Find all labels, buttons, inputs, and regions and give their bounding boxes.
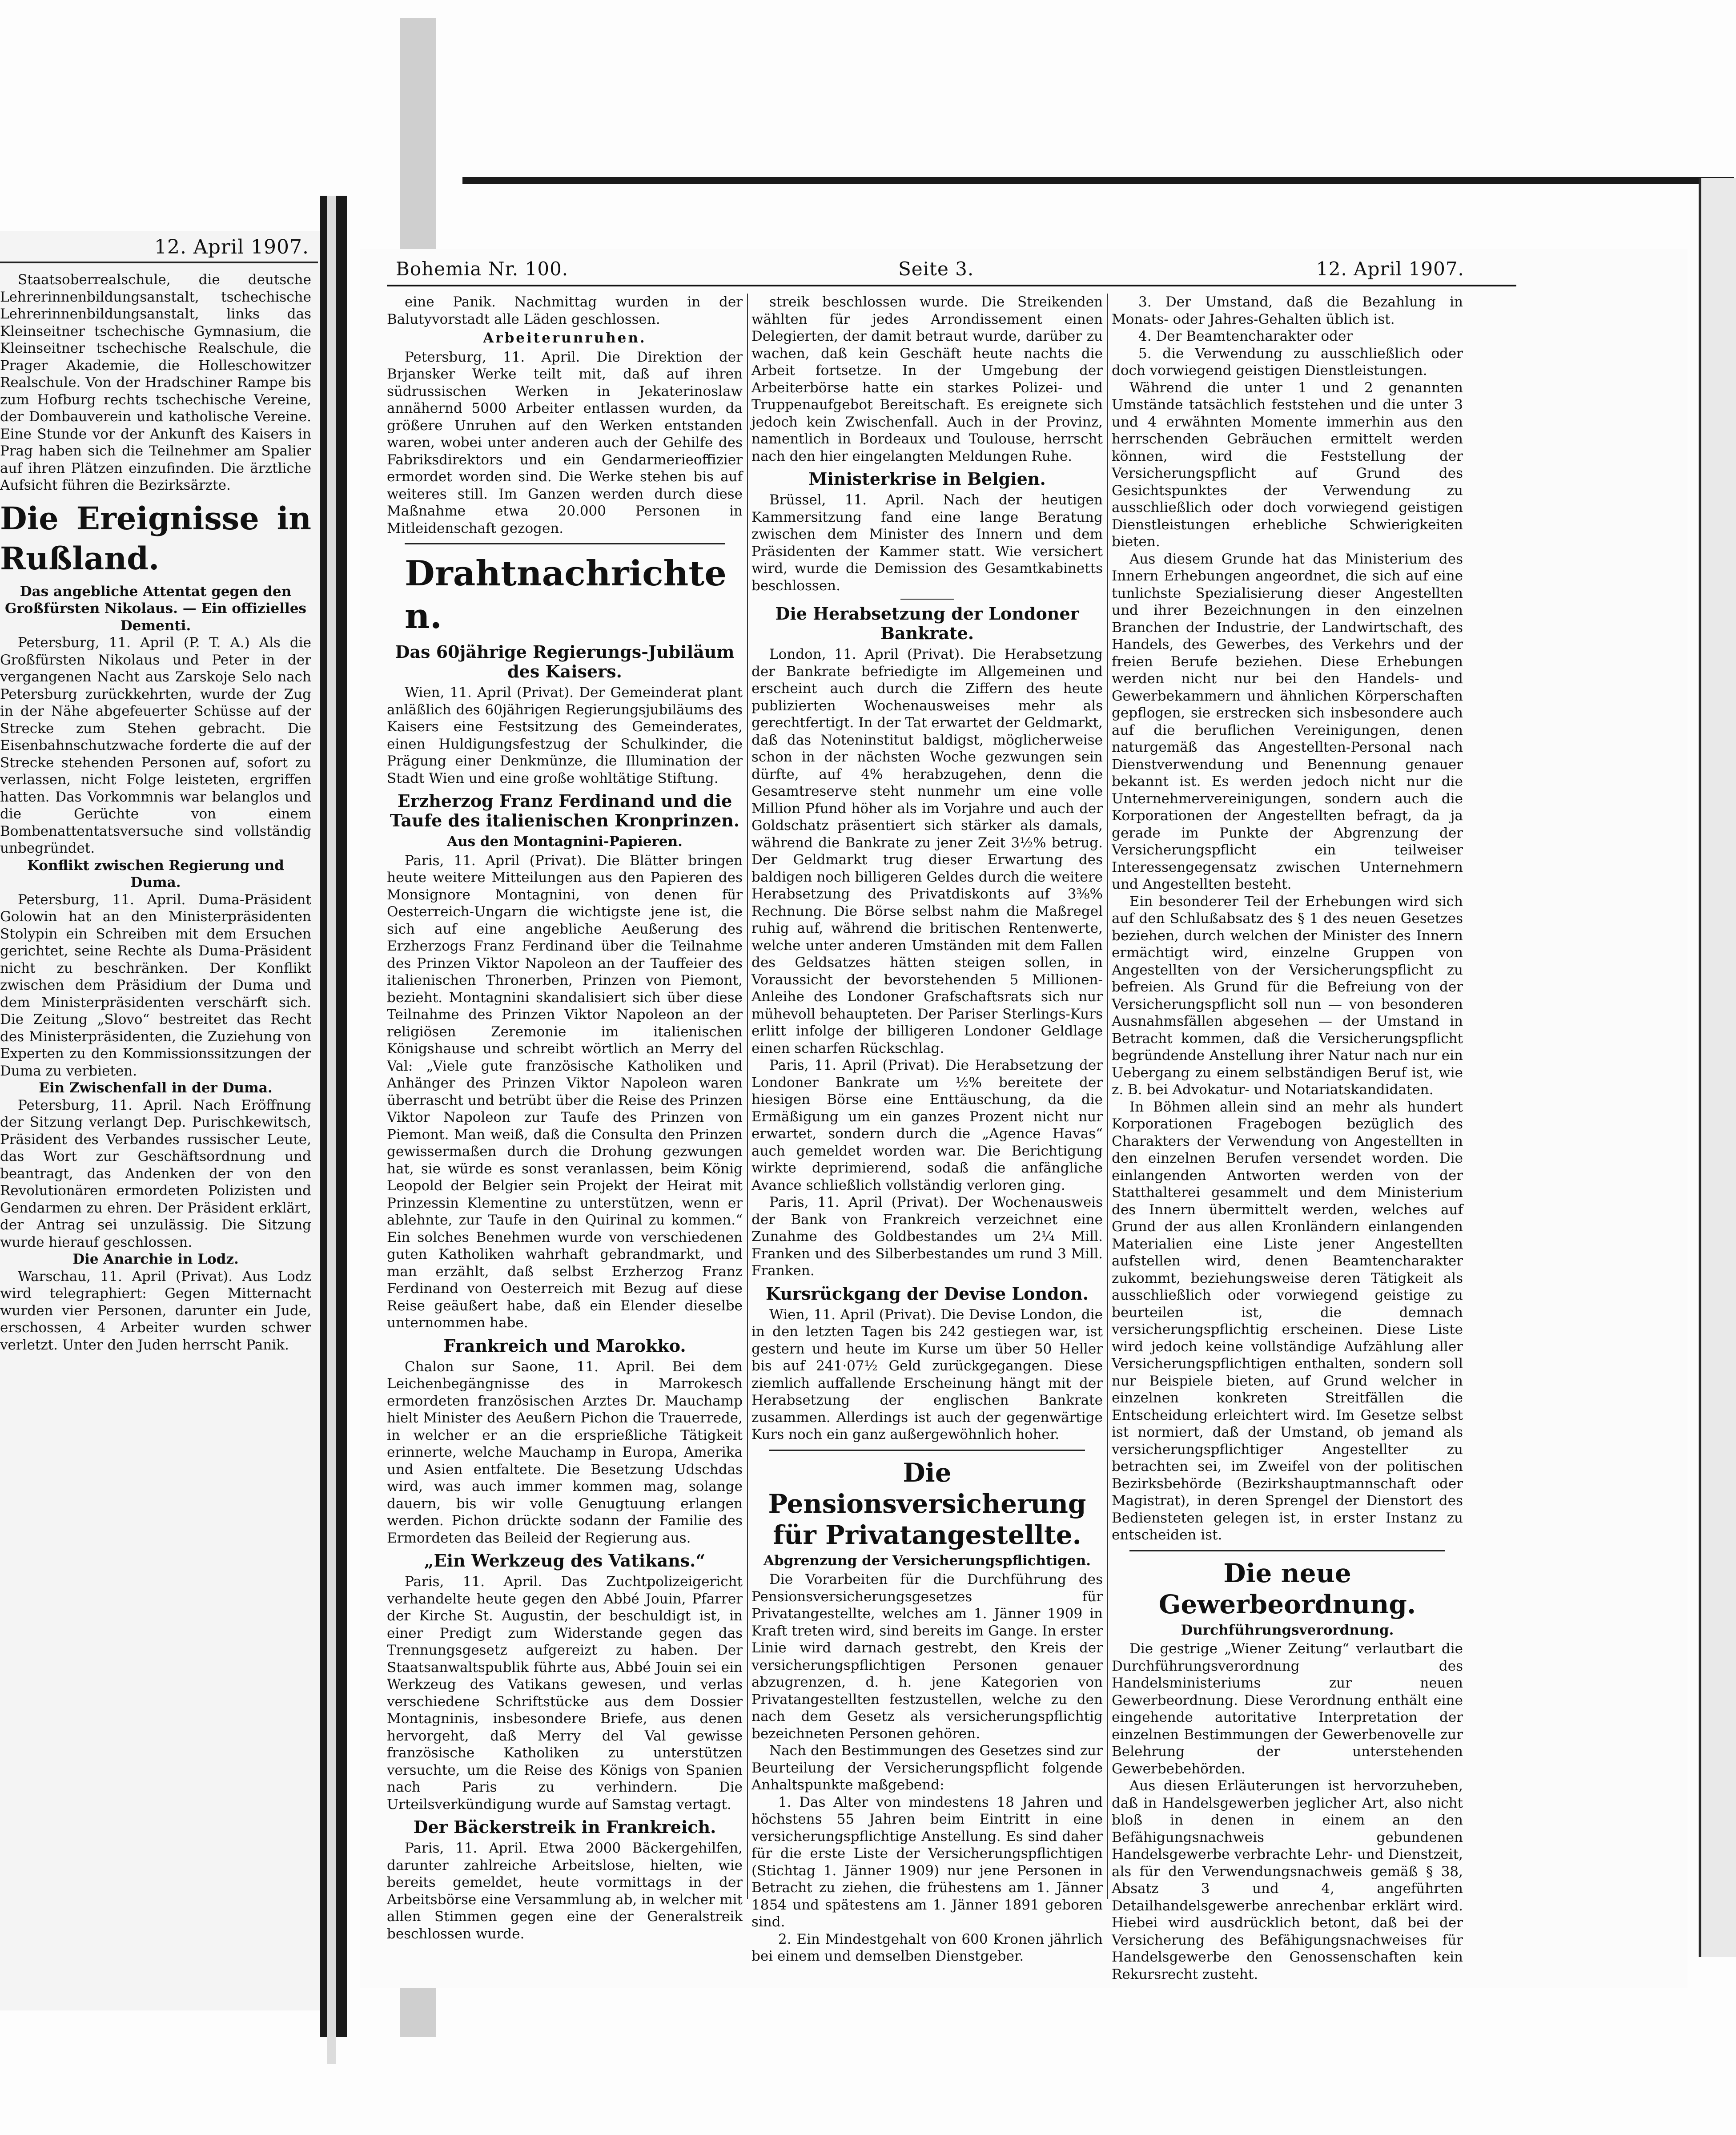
section-heading: Drahtnachrichten. xyxy=(405,553,727,636)
paragraph: Paris, 11. April. Das Zuchtpolizeigericht verhandelte heute gegen den Abbé Jouin, Pfarrer der Kirche St. Augustin, der beschuldigt ist, in einer Predigt zum Widerstande gegen das Trennungsgesetz aufgereizt zu haben. Der Staatsanwaltspublik führte aus, Abbé Jouin sei ein Werkzeug des Vatikans gewesen, und verlas verschiedene Schriftstücke aus dem Dossier Montagninis, insbesondere Briefe, aus denen hervorgeht, daß Merry del Val gewisse französische Katholiken zu unterstützen versuchte, um die Reise des Königs von Spanien nach Paris zu verhindern. Die Urteilsverkündigung wurde auf Samstag vertagt. xyxy=(387,1574,743,1813)
article-heading: Der Bäckerstreik in Frankreich. xyxy=(413,1817,716,1837)
column-3 xyxy=(1112,294,1463,1983)
top-page-edge xyxy=(462,177,1734,184)
paragraph: In Böhmen allein sind an mehr als hundert Korporationen Fragebogen bezüglich des Charakters der Verwendung von Angestellten in den einzelnen Berufen versendet worden. Die einlangenden Antworten werden von der Statthalterei gesammelt und dem Ministerium des Innern übermittelt werden, welches auf Grund der aus allen Kronländern einlangenden Materialien eine Liste jener Angestellten aufstellen wird, denen Beamtencharakter zukommt, beziehungsweise deren Tätigkeit als ausschließlich oder vorwiegend geistige zu beurteilen ist, die demnach versicherungspflichtig erscheinen. Diese Liste wird jedoch keine vollständige Aufzählung aller Versicherungspflichtigen enthalten, sondern soll nur Beispiele bieten, auf Grund welcher in einzelnen konkreten Streitfällen die Entscheidung erleichtert wird. Im Gesetze selbst ist normiert, daß der Umstand, ob jemand als versicherungspflichtiger Angestellter zu betrachten sei, im Zweifel von der politischen Bezirksbehörde (Bezirkshauptmannschaft oder Magistrat), in deren Sprengel der Dienstort des Bediensteten gelegen ist, in erster Instanz zu entscheiden ist. xyxy=(1112,1099,1463,1543)
paragraph: Wien, 11. April (Privat). Der Gemeinderat plant anläßlich des 60jährigen Regierungsjubiläums des Kaisers eine Festsitzung des Gemeinderates, einen Huldigungsfestzug der Schulkinder, die Prägung einer Denkmünze, die Illumination der Stadt Wien und eine große wohltätige Stiftung. xyxy=(387,685,743,786)
paragraph: Staatsoberrealschule, die deutsche Lehrerinnenbildungsanstalt, tschechische Lehrerinnenbildungsanstalt, links das Kleinseitner tschechische Gymnasium, die Kleinseitner tschechische Realschule, die Prager Akademie, die Holleschowitzer Realschule. Von der Hradschiner Rampe bis zum Hofburg rechts tschechische Vereine, der Dombauverein und katholische Vereine. Eine Stunde vor der Ankunft des Kaisers in Prag haben sich die Teilnehmer am Spalier auf ihren Plätzen einzufinden. Die ärztliche Aufsicht führen die Bezirksärzte. xyxy=(0,272,311,493)
section-heading: Die Pensionsversicherung für Privatangestellte. xyxy=(768,1457,1086,1550)
previous-page xyxy=(0,231,327,2010)
paragraph: Paris, 11. April. Etwa 2000 Bäckergehilfen, darunter zahlreiche Arbeitslose, hielten, wie bereits gemeldet, heute vormittags in der Arbeitsbörse eine Versammlung ab, in welcher mit allen Stimmen gegen eine der Generalstreik beschlossen wurde. xyxy=(387,1840,743,1942)
right-page-edge xyxy=(1699,178,1736,1957)
column-2 xyxy=(751,294,1103,1965)
paragraph: streik beschlossen wurde. Die Streikenden wählten für jedes Arrondissement einen Delegierten, der damit betraut wurde, darüber zu wachen, daß kein Geschäft heute nachts die Arbeit fortsetze. In der Umgebung der Arbeiterbörse hatte ein starkes Polizei- und Truppenaufgebot Bereitschaft. Es ereignete sich jedoch kein Zwischenfall. Auch in der Provinz, namentlich in Bordeaux und Toulouse, herrscht nach den hier eingelangten Meldungen Ruhe. xyxy=(751,294,1103,464)
article-heading: Frankreich und Marokko. xyxy=(443,1335,686,1356)
article-heading: Kursrückgang der Devise London. xyxy=(766,1283,1089,1304)
paragraph: Paris, 11. April (Privat). Die Herabsetzung der Londoner Bankrate um ½% bereitete der hiesigen Börse eine Enttäuschung, da die Ermäßigung um ein ganzes Prozent nicht nur erwartet, sondern durch die „Agence Havas“ auch gemeldet worden war. Die Berichtigung wirkte deprimierend, sodaß die anfängliche Avance schließlich vollständig verloren ging. xyxy=(751,1057,1103,1193)
paragraph: Nach den Bestimmungen des Gesetzes sind zur Beurteilung der Versicherungspflicht folgende Anhaltspunkte maßgebend: xyxy=(751,1743,1103,1793)
article-subheading: Ein Zwischenfall in der Duma. xyxy=(39,1080,273,1096)
paragraph: London, 11. April (Privat). Die Herabsetzung der Bankrate befriedigte im Allgemeinen und erscheint auch durch die Ziffern des heute publizierten Wochenausweises mehr als gerechtfertigt. In der Tat erwartet der Geldmarkt, daß das Noteninstitut baldigst, möglicherweise schon in der nächsten Woche gezwungen sein dürfte, auf 4% herabzugehen, denn die Gesamtreserve steht nunmehr um eine volle Million Pfund höher als im Vorjahre und auch der Goldschatz präsentiert sich stärker als damals, während die Bankrate zu jener Zeit 3½% betrug. Der Geldmarkt trug dieser Erwartung des baldigen noch billigeren Geldes durch die weitere Herabsetzung des Privatdiskonts auf 3⅜% Rechnung. Die Börse selbst nahm die Maßregel ruhig auf, während die britischen Rentenwerte, welche unter anderen Umständen mit dem Fallen des Geldsatzes hätten steigen sollen, in Voraussicht der bevorstehenden 5 Millionen-Anleihe des Londoner Grafschaftsrats sich nur mühevoll behaupteten. Der Pariser Sterlings-Kurs erlitt infolge der billigeren Londoner Geldlage einen scharfen Rückschlag. xyxy=(751,646,1103,1056)
paragraph: Aus diesen Erläuterungen ist hervorzuheben, daß in Handelsgewerben jeglicher Art, also nicht bloß in denen in einem an den Befähigungsnachweis gebundenen Handelsgewerbe verbrachte Lehr- und Dienstzeit, als für den Verwendungsnachweis gemäß § 38, Absatz 3 und 4, angeführten Detailhandelsgewerbe anrechenbar erklärt wird. Hiebei wird ausdrücklich betont, daß bei der Versicherung des Befähigungsnachweises für Handelsgewerbe den Genossenschaften kein Rekursrecht zusteht. xyxy=(1112,1778,1463,1982)
article-subheading: Konflikt zwischen Regierung und Duma. xyxy=(27,857,284,890)
article-heading: Das 60jährige Regierungs-Jubiläum des Kaisers. xyxy=(395,642,735,681)
masthead-issue: Bohemia Nr. 100. xyxy=(396,258,569,280)
article-heading: „Ein Werkzeug des Vatikans.“ xyxy=(424,1551,706,1571)
previous-page-text xyxy=(0,271,311,1354)
divider xyxy=(1129,1550,1445,1551)
requirements-list xyxy=(1112,294,1463,379)
list-item: 4. Der Beamtencharakter oder xyxy=(1138,328,1353,344)
newspaper-page xyxy=(360,249,1688,1988)
paragraph: Chalon sur Saone, 11. April. Bei dem Leichenbegängnisse des in Marrokesch ermordeten französischen Arztes Dr. Mauchamp hielt Minister des Aeußern Pichon die Trauerrede, in welcher er an die ersprießliche Tätigkeit erinnerte, welche Mauchamp in Europa, Amerika und Asien entfaltete. Die Besetzung Udschdas wird, was auch immer kommen mag, solange dauern, bis wir volle Genugtuung erlangen werden. Pichon drückte sodann der Familie des Ermordeten das Beileid der Regierung aus. xyxy=(387,1358,743,1546)
article-heading: Ministerkrise in Belgien. xyxy=(808,469,1046,489)
paragraph: Aus diesem Grunde hat das Ministerium des Innern Erhebungen angeordnet, die sich auf eine tunlichste Spezialisierung dieser Angestellten und ihrer Bezeichnungen in den einzelnen Branchen der Industrie, der Landwirtschaft, des Handels, des Gewerbes, des Verkehrs und der freien Berufe beziehen. Diese Erhebungen werden nicht nur bei den Handels- und Gewerbekammern und ähnlichen Körperschaften gepflogen, sie erstrecken sich insbesondere auch auf die beruflichen Vereinigungen, denen naturgemäß das Angestellten-Personal nach Dienstverwendung und Benennung genauer bekannt ist. Es werden jedoch nicht nur die Unternehmervereinigungen, sondern auch die Korporationen der Angestellten befragt, da ja gerade im Punkte der Abgrenzung der Versicherungspflicht ein teilweiser Interessengegensatz zwischen Unternehmern und Angestellten besteht. xyxy=(1112,551,1463,892)
page-edge xyxy=(327,196,336,2064)
list-item: 5. die Verwendung zu ausschließlich oder doch vorwiegend geistigen Dienstleistungen. xyxy=(1112,345,1463,379)
paragraph: Während die unter 1 und 2 genannten Umstände tatsächlich feststehen und die unter 3 und 4 erwähnten Momente immerhin aus den herrschenden Gebräuchen ermittelt werden können, wird die Feststellung der Versicherungspflicht auf Grund des Gesichtspunktes der Verwendung zu ausschließlich oder doch vorwiegend geistigen Dienstleistungen erhebliche Schwierigkeiten bieten. xyxy=(1112,379,1463,550)
list-item: 1. Das Alter von mindestens 18 Jahren und höchstens 55 Jahren beim Eintritt in eine versicherungspflichtige Anstellung. Es sind daher für die erste Liste der Versicherungspflichtigen (Stichtag 1. Jänner 1909) nur jene Personen in Betracht zu ziehen, die frühestens am 1. Jänner 1854 und spätestens am 1. Jänner 1891 geboren sind. xyxy=(751,1794,1103,1930)
divider xyxy=(900,599,954,600)
article-subheading: Arbeiterunruhen. xyxy=(483,330,647,346)
header-rule xyxy=(387,285,1516,286)
article-heading: Die Herabsetzung der Londoner Bankrate. xyxy=(775,604,1079,643)
column-rule xyxy=(1107,294,1108,1899)
divider xyxy=(769,1450,1085,1451)
section-heading: Die Ereignisse in Rußland. xyxy=(0,500,311,577)
column-1 xyxy=(387,294,743,1942)
paragraph: Brüssel, 11. April. Nach der heutigen Kammersitzung fand eine lange Beratung zwischen dem Minister des Innern und dem Präsidenten der Kammer statt. Wie versichert wird, wurde die Demission des Gesamtkabinetts beschlossen. xyxy=(751,492,1103,594)
paragraph: Wien, 11. April (Privat). Die Devise London, die in den letzten Tagen bis 242 gestiegen war, ist gestern und heute im Kurse um über 50 Heller bis auf 241·07½ Geld zurückgegangen. Diese ziemlich auffallende Erscheinung hängt mit der Herabsetzung der englischen Bankrate zusammen. Allerdings ist auch der gegenwärtige Kurs noch ein ganz außergewöhnlich hoher. xyxy=(751,1306,1103,1442)
paragraph: Petersburg, 11. April. Nach Eröffnung der Sitzung verlangt Dep. Purischkewitsch, Präsident des Verbandes russischer Leute, das Wort zur Geschäftsordnung und beantragt, das Andenken der von den Revolutionären ermordeten Polizisten und Gendarmen zu ehren. Der Präsident erklärt, der Antrag sei unzulässig. Die Sitzung wurde hierauf geschlossen. xyxy=(0,1097,311,1250)
column-rule xyxy=(747,294,748,1899)
page-number: Seite 3. xyxy=(898,258,974,280)
header-rule xyxy=(0,262,318,263)
paragraph: Petersburg, 11. April. Die Direktion der Brjansker Werke teilt mit, daß auf ihren südrussischen Werken in Jekaterinoslaw annähernd 5000 Arbeiter entlassen wurden, da größere Unruhen auf den Werken entstanden waren, wobei unter anderen auch der Gehilfe des Fabriksdirektors und ein Gendarmerieoffizier ermordet worden sind. Die Werke stehen bis auf weiteres still. Im Ganzen werden durch diese Maßnahme etwa 20.000 Personen in Mitleidenschaft gezogen. xyxy=(387,349,743,536)
paragraph: Petersburg, 11. April (P. T. A.) Als die Großfürsten Nikolaus und Peter in der vergangenen Nacht aus Zarskoje Selo nach Petersburg zurückkehrten, wurde der Zug in der Nähe abgefeuerter Schüsse auf der Strecke zum Stehen gebracht. Die Eisenbahnschutzwache forderte die auf der Strecke stehenden Personen auf, sofort zu verlassen, nicht Folge leisteten, ergriffen hatten. Das Vorkommnis war belanglos und die Gerüchte von einem Bombenattentatsversuche sind vollständig unbegründet. xyxy=(0,635,311,856)
article-subheading: Die Anarchie in Lodz. xyxy=(72,1251,239,1267)
paragraph: Paris, 11. April (Privat). Der Wochenausweis der Bank von Frankreich verzeichnet eine Zunahme des Goldbestandes um 2¼ Mill. Franken und des Silberbestandes um rund 3 Mill. Franken. xyxy=(751,1194,1103,1279)
paragraph: Ein besonderer Teil der Erhebungen wird sich auf den Schlußabsatz des § 1 des neuen Gesetzes beziehen, durch welchen der Minister des Innern ermächtigt wird, einzelne Gruppen von Angestellten von der Versicherungspflicht zu befreien. Als Grund für die Befreiung von der Versicherungspflicht soll nun — von besonderen Ausnahmsfällen abgesehen — der Umstand in Betracht kommen, daß die Versicherungspflicht begründende Anstellung ihrer Natur nach nur ein Uebergang zu einem selbständigen Beruf ist, wie z. B. bei Advokatur- und Notariatskandidaten. xyxy=(1112,893,1463,1098)
requirements-list xyxy=(751,1794,1103,1965)
article-subheading: Aus den Montagnini-Papieren. xyxy=(447,834,683,850)
list-item: 3. Der Umstand, daß die Bezahlung in Monats- oder Jahres-Gehalten üblich ist. xyxy=(1112,294,1463,327)
paragraph: Paris, 11. April (Privat). Die Blätter bringen heute weitere Mitteilungen aus den Papieren des Monsignore Montagnini, von denen für Oesterreich-Ungarn die wichtigste jene ist, die sich auf eine angebliche Aeußerung des Erzherzogs Franz Ferdinand über die Teilnahme des Prinzen Viktor Napoleon an der Tauffeier des italienischen Thronerben, Prinzen von Piemont, bezieht. Montagnini skandalisiert sich über diese Teilnahme des Prinzen Viktor Napoleon an der religiösen Zeremonie im italienischen Königshause und schreibt wörtlich an Merry del Val: „Viele gute französische Katholiken und Anhänger des Prinzen Viktor Napoleon waren überrascht und betrübt über die Reise des Prinzen Viktor Napoleon zur Taufe des Prinzen von Piemont. Man weiß, daß die Consulta den Prinzen gewissermaßen durch die Drohung gezwungen hat, sie würde es sonst veranlassen, beim König Leopold der Belgier sein Projekt der Heirat mit Prinzessin Klementine zu unterstützen, wenn er ablehnte, zur Taufe in den Quirinal zu kommen.“ Ein solches Benehmen wurde von verschiedenen guten Katholiken wahrhaft gebrandmarkt, und man erzählt, daß selbst Erzherzog Franz Ferdinand von Oesterreich mit Bezug auf diese Reise geäußert habe, daß ein Elender dieselbe unternommen habe. xyxy=(387,852,743,1331)
article-subheading: Abgrenzung der Versicherungspflichtigen. xyxy=(763,1552,1091,1569)
paragraph: Petersburg, 11. April. Duma-Präsident Golowin hat an den Ministerpräsidenten Stolypin ein Schreiben mit dem Ersuchen gerichtet, seine Rechte als Duma-Präsident nicht zu beschränken. Der Konflikt zwischen dem Präsidium der Duma und dem Ministerpräsidenten verschärft sich. Die Zeitung „Slovo“ bestreitet das Recht des Ministerpräsidenten, die Zuziehung von Experten zu den Kommissionssitzungen der Duma zu verbieten. xyxy=(0,891,311,1079)
section-heading: Die neue Gewerbeordnung. xyxy=(1158,1558,1416,1619)
previous-page-date: 12. April 1907. xyxy=(154,236,309,258)
paragraph: Die gestrige „Wiener Zeitung“ verlautbart die Durchführungsverordnung des Handelsministeriums zur neuen Gewerbeordnung. Diese Verordnung enthält eine eingehende autoritative Interpretation der einzelnen Bestimmungen der Gewerbenovelle zur Belehrung der unterstehenden Gewerbebehörden. xyxy=(1112,1641,1463,1777)
article-subheading: Durchführungsverordnung. xyxy=(1181,1622,1394,1638)
article-heading: Erzherzog Franz Ferdinand und die Taufe des italienischen Kronprinzen. xyxy=(390,791,740,830)
divider xyxy=(405,543,725,544)
paragraph: eine Panik. Nachmittag wurden in der Balutyvorstadt alle Läden geschlossen. xyxy=(387,294,743,327)
article-subheading: Das angebliche Attentat gegen den Großfürsten Nikolaus. — Ein offizielles Dementi. xyxy=(4,583,307,634)
paragraph: Warschau, 11. April (Privat). Aus Lodz wird telegraphiert: Gegen Mitternacht wurden vier Personen, darunter ein Jude, erschossen, 4 Arbeiter wurden schwer verletzt. Unter den Juden herrscht Panik. xyxy=(0,1268,311,1353)
list-item: 2. Ein Mindestgehalt von 600 Kronen jährlich bei einem und demselben Dienstgeber. xyxy=(751,1931,1103,1964)
masthead-date: 12. April 1907. xyxy=(1316,258,1464,280)
paragraph: Die Vorarbeiten für die Durchführung des Pensionsversicherungsgesetzes für Privatangestellte, welches am 1. Jänner 1909 in Kraft treten wird, sind bereits im Gange. In erster Linie wird darnach gestrebt, den Kreis der versicherungspflichtigen Personen genauer abzugrenzen, d. h. jene Kategorien von Privatangestellten festzustellen, welche zu den nach dem Gesetz als versicherungspflichtig bezeichneten Personen gehören. xyxy=(751,1571,1103,1742)
